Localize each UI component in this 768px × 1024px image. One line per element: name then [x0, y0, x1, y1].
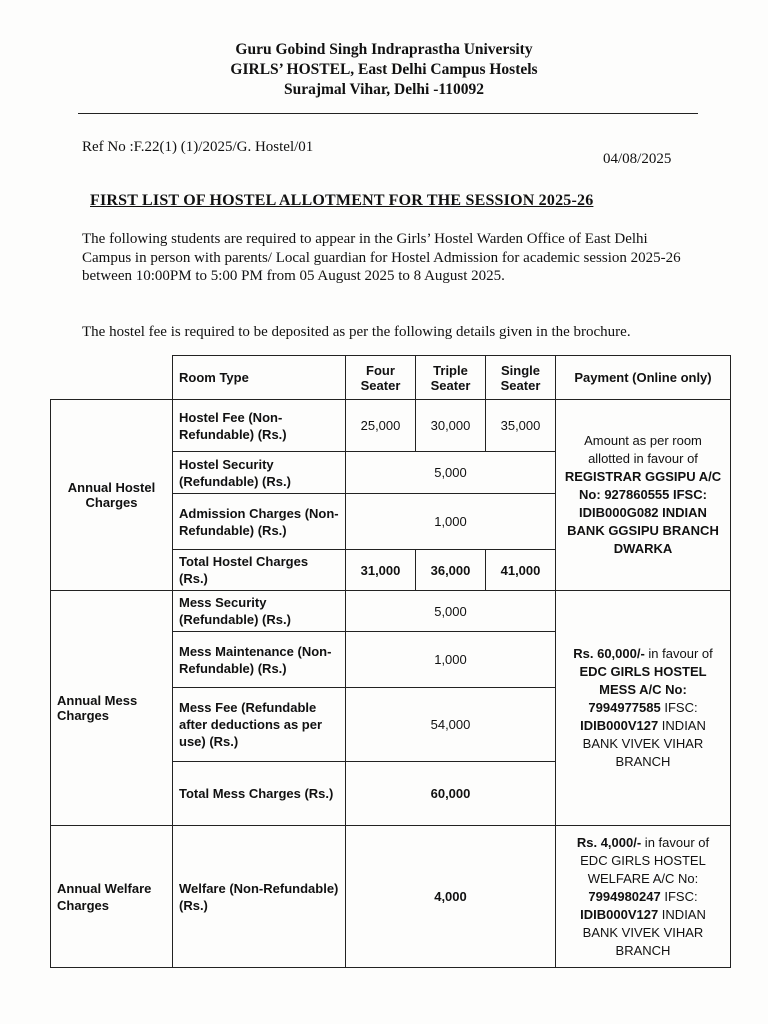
mess-payment-amount: Rs. 60,000/- [573, 646, 645, 661]
mess-payment-details [556, 591, 731, 826]
mess-security-label: Mess Security (Refundable) (Rs.) [173, 591, 346, 632]
document-title: FIRST LIST OF HOSTEL ALLOTMENT FOR THE SESSION 2025-26 [90, 192, 594, 209]
admission-charges-label: Admission Charges (Non-Refundable) (Rs.) [173, 494, 346, 550]
fee-table [50, 355, 731, 968]
hostel-payment-details [556, 400, 731, 591]
reference-number: Ref No :F.22(1) (1)/2025/G. Hostel/01 [82, 139, 314, 155]
group-hostel-charges: Annual Hostel Charges [51, 400, 173, 591]
welfare-payment-ifsc: IDIB000V127 [580, 906, 659, 922]
mess-payment-text1: in favour of [644, 646, 713, 661]
letterhead [0, 40, 768, 100]
welfare-payment-bank: INDIAN BANK VIVEK VIHAR BRANCH [582, 906, 706, 958]
welfare-payment-text2: IFSC: [660, 888, 698, 904]
mess-payment-bank: INDIAN BANK VIVEK VIHAR BRANCH [582, 718, 706, 769]
header-single-seater: Single Seater [486, 356, 556, 400]
fee-intro-paragraph: The hostel fee is required to be deposited as per the following details given in the brochure. [82, 324, 631, 340]
mess-fee-label: Mess Fee (Refundable after deductions as per use) (Rs.) [173, 688, 346, 762]
address: Surajmal Vihar, Delhi -110092 [283, 81, 485, 98]
mess-payment-text2: IFSC: [660, 700, 698, 715]
welfare-value: 4,000 [346, 826, 556, 968]
hostel-security-label: Hostel Security (Refundable) (Rs.) [173, 452, 346, 494]
hostel-fee-triple: 30,000 [416, 400, 486, 452]
instructions-paragraph: The following students are required to appear in the Girls’ Hostel Warden Office of East Delhi Campus in person with parents/ Local guardian for Hostel Admission for academic session 2025-26 between 10:00PM to 5:00 PM from 05 August 2025 to 8 August 2025. [82, 231, 681, 284]
total-hostel-label: Total Hostel Charges (Rs.) [173, 550, 346, 591]
hostel-security-value: 5,000 [346, 452, 556, 494]
document-date: 04/08/2025 [603, 151, 672, 167]
hostel-payment-text: Amount as per room allotted in favour of [584, 433, 702, 466]
mess-maintenance-value: 1,000 [346, 632, 556, 688]
welfare-payment-details [556, 826, 731, 968]
empty-corner [51, 356, 173, 400]
hostel-name: GIRLS’ HOSTEL, East Delhi Campus Hostels [230, 61, 538, 78]
welfare-payment-account: 7994980247 [588, 888, 661, 904]
hostel-fee-four: 25,000 [346, 400, 416, 452]
header-room-type: Room Type [173, 356, 346, 400]
welfare-payment-text1: in favour of EDC GIRLS HOSTEL WELFARE A/C No: [580, 834, 710, 886]
welfare-payment-amount: Rs. 4,000/- [576, 834, 642, 850]
admission-charges-value: 1,000 [346, 494, 556, 550]
total-hostel-four: 31,000 [346, 550, 416, 591]
header-payment: Payment (Online only) [556, 356, 731, 400]
header-triple-seater: Triple Seater [416, 356, 486, 400]
hostel-fee-label: Hostel Fee (Non-Refundable) (Rs.) [173, 400, 346, 452]
header-divider [78, 113, 698, 114]
total-hostel-triple: 36,000 [416, 550, 486, 591]
total-mess-value: 60,000 [346, 762, 556, 826]
mess-payment-account: EDC GIRLS HOSTEL MESS A/C No: 7994977585 [579, 664, 707, 715]
total-mess-label: Total Mess Charges (Rs.) [173, 762, 346, 826]
university-name: Guru Gobind Singh Indraprastha University [235, 41, 533, 58]
mess-fee-value: 54,000 [346, 688, 556, 762]
group-mess-charges: Annual Mess Charges [51, 591, 173, 826]
header-four-seater: Four Seater [346, 356, 416, 400]
group-welfare-charges: Annual Welfare Charges [51, 826, 173, 968]
mess-security-value: 5,000 [346, 591, 556, 632]
total-hostel-single: 41,000 [486, 550, 556, 591]
mess-payment-ifsc: IDIB000V127 [580, 718, 659, 733]
hostel-payment-account: REGISTRAR GGSIPU A/C No: 927860555 IFSC: IDIB000G082 INDIAN BANK GGSIPU BRANCH DWARKA [564, 469, 722, 556]
hostel-fee-single: 35,000 [486, 400, 556, 452]
welfare-label: Welfare (Non-Refundable) (Rs.) [173, 826, 346, 968]
mess-maintenance-label: Mess Maintenance (Non-Refundable) (Rs.) [173, 632, 346, 688]
